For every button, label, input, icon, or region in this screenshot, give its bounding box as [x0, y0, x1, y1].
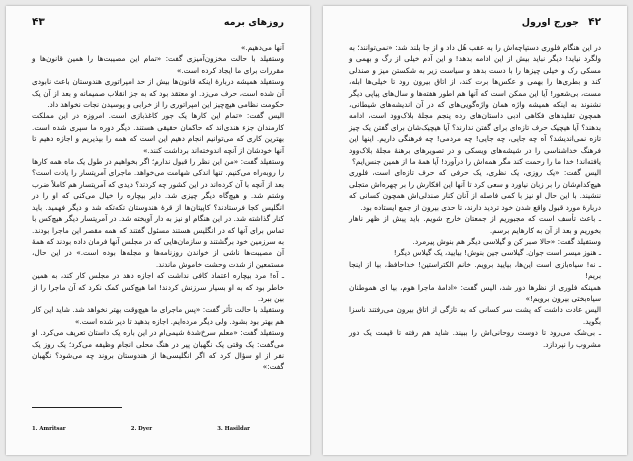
left-page: [6, 6, 310, 455]
paragraph: وستفیلد گفت: «حالا صبر کن و گیلاسی دیگر هم بنوش پیرمرد.: [412, 236, 601, 246]
page-body: [32, 42, 284, 373]
page-number: ۴۲: [588, 16, 601, 28]
paragraph: الیس گفت: «یک روزی، یک نظری، یک حرفی که حرف تازه‌ای است، فلوری هیچ‌کدام‌شان را بر زبان نیاورد و سعی کرد تا آنها این افکارش را بر چهره‌اش متجلی ننشیند. با این حال او نیز با کمی فاصله از آنان کنار صندلی‌اش همچون کسانی که دربارهٔ مورد قبول واقع شدن خود تردید دارند، تا حدی بیرون از جمع ایستاده بود.: [349, 168, 601, 212]
right-page: [323, 6, 627, 455]
page-number: ۴۳: [32, 16, 45, 28]
paragraph: وستفیلد گفت: «من این نظر را قبول ندارم؛ اگر بخواهیم در طول یک ماه همه کارها را روبه‌راه می‌کنیم. تنها اندکی شهامت می‌خواهد. ماجرای آمریتسار را یادت است؟ بعد از آنچه با آن کرده‌اند در این کشور چه کردند؟ دیدی که آمریتسار هم کاملاً ضرب وشتم شد. و هیچ‌گاه دیگر چیزی شد. دایر بیچاره را خیال می‌کنی که او را در انگلیس کجا فرستادند؟ کاپیتان‌ها از قرهٔ هندوستان تکه‌تکه شد و دیگر فهمید. باید کنار گذاشته شد. در این هنگام او نیز به دار آویخته شد. در آمریتسار دیگر هیچ‌کس با تماس برای آنها که در انگلیس هستند مسئول گفتند که همه مقصر این ماجرا بودند. به سرزمین خود برگشتند و سازمان‌هایی که در مجلس آنها فرمان داده بودند که همهٔ آن مصیبت‌ها ناشی از خواندن روزنامه‌ها و مجله‌ها بوده است.» در این حال، مستمعین از شدت وحشت خاموش ماندند.: [32, 157, 284, 269]
paragraph: در این هنگام فلوری دستپاچه‌اش را به عقب هُل داد و از جا بلند شد: «نمی‌توانند؛ به ولگرد نیاید! دیگر نباید بیش از این ادامه بدهد! و این آدم خیلی از رگ و بهمی و مسکی رک و خیلی چیزها را با دست بدهد و سیاست زیر به شکستن میز و صندلی کند و بطری‌ها را بهمی و عکس‌ها برت کند، از اتاق بیرون رود تا خیلی‌ها ابله، مست، بی‌شعور! آیا این ممکن است که آنها هم اطور هفته‌ها و سال‌های پیاپی دیگر نشنوند به اینکه همیشه واژه همان واژه‌گویی‌های که در آن اندیشه‌های شیطانی، همچون تقلیدهای فکاهی ادبی داستان‌های رده پنجم مجلهٔ بلاک‌وود است، ادامه بدهند؟ آیا هیچیک حرف تازه‌ای برای گفتن ندارند؟ آیا هیچیک‌شان برای گفتن یک چیز تازه نمی‌اندیشد؟ آه چه جایی، چه جایی! چه مردمی! چه فرهنگی داریم. اینها این فرهنگ خداشناسی را در شیشه‌های ویسکی و در تصویرهای برهنهٔ مجلهٔ بلاک‌وود یافته‌اند! خدا ما را رحمت کند مگر همه‌اش را درآورد! آیا همهٔ ما از همین جنس‌ایم؟: [349, 43, 601, 167]
footnotes: [32, 426, 250, 432]
page-header: [32, 16, 284, 34]
footnote: 1. Amritsar: [32, 426, 66, 432]
page-body: [349, 42, 601, 350]
paragraph: وستفیلد با حالت مخزون‌آمیزی گفت: «تمام این مصیبت‌ها را همین قانون‌ها و مقررات برای ما ایجاد کرده است.»: [32, 54, 284, 75]
footnote-divider: [32, 407, 122, 408]
paragraph: ـ هنوز میسر است جوان. گیلاسی جین بنوش! بیایید، یک گیلاس دیگر!: [393, 248, 601, 258]
paragraph: وستفیلد با حالت تأثر گفت: «پس ماجرای ما هیچ‌وقت بهتر نخواهد شد. شاید این کار هم بهتر بود بشود. ولی دیگر مرده‌ایم. اجازه بدهید تا دیر شده است.»: [32, 305, 284, 326]
paragraph: ـ بی‌شک می‌رود تا دوست روحانی‌اش را ببیند. شاید هم رفته تا قیمت یک دور مشروب را نپردازد.: [349, 328, 601, 349]
running-title: روزهای برمه: [223, 17, 284, 28]
paragraph: وستفیلد گفت: «معلم سرخ‌شدهٔ شیمی‌ام در این باره یک داستان تعریف می‌کرد. او می‌گفت: یک وقتی یک نگهبان پیر در هنگ محلی انجام وظیفه می‌کرد؛ یک روز یک نفر از او سؤال کرد که اگر انگلیسی‌ها از هندوستان بروند چه می‌شود؟ نگهبان گفت:»: [32, 328, 284, 372]
paragraph: ـ آه! مرد بیچاره اعتماد کافی نداشت که اجازه دهد در مجلس کار کند، به همین خاطر بود که به او بسیار سرزنش کردند! اما هیچ‌کس کمک نکرد که آن ماجرا را از بین ببرد.: [32, 271, 284, 303]
paragraph: ـ باعث تأسف است که مجبوریم از جمعتان خارج شویم. باید پیش از ظهر ناهار بخوریم و بعد از آن به کارهایم برسم.: [349, 214, 601, 235]
footnote: 2. Dyer: [130, 426, 152, 432]
page-header: [349, 16, 601, 34]
paragraph: ـ نه! سیاه‌بازی است این‌ها، بیایید برویم. خانم الکتراستین! خداحافظ، بیا از اینجا بریم!: [349, 259, 601, 281]
paragraph: همینکه فلوری از نظرها دور شد، الیس گفت: «ادامهٔ ماجرا هوم، بیا ای هموطنان سیاه‌بختی بیرون برویم!»: [349, 282, 601, 303]
footnote: 3. Hasildar: [217, 426, 250, 432]
paragraph: وستفیلد همیشه دربارهٔ اینکه قانون‌ها بیش از حد امپراتوری هندوستان باعث نابودی آن شده است، حرف می‌زد. او معتقد بود که به جز انقلاب صمیمانه و بعد از آن یک حکومت نظامی هیچ‌چیز این امپراتوری را از خرابی و پوسیدن نجات نخواهد داد.: [32, 77, 284, 110]
running-title: جورج اورول: [521, 17, 579, 28]
paragraph: الیس گفت: «تمام این کارها یک جور کاغذبازی است. امروزه در این مملکت کارمندان جزء هندی‌اند که حاکمان حقیقی هستند. دیگر دوره ما سپری شده است. بهترین کاری که می‌توانیم انجام دهیم این است که همه را بپذیریم و اجازه دهیم تا آنها خودشان از آنچه اندوخته‌اند برداشت کنند.»: [32, 111, 284, 155]
paragraph: آنها می‌دهیم.»: [240, 43, 284, 52]
paragraph: الیس عادت داشت که پشت سر کسانی که به تازگی از اتاق بیرون می‌رفتند ناسزا بگوید.: [349, 305, 601, 326]
